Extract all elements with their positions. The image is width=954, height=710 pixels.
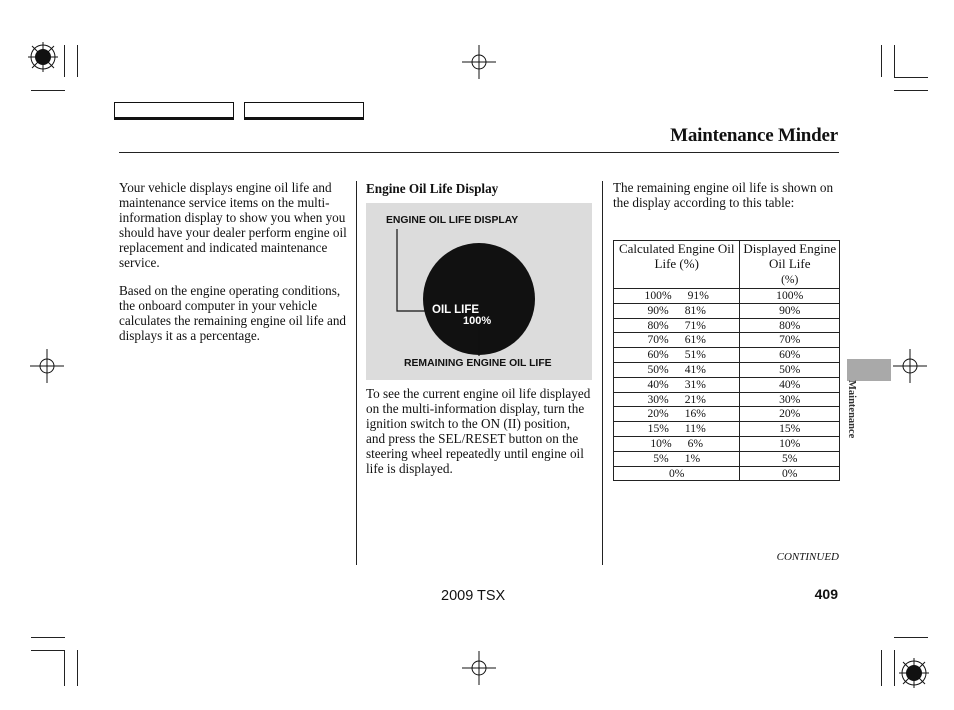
calculated-cell xyxy=(614,348,740,363)
displayed-cell: 100% xyxy=(740,289,840,304)
table-row xyxy=(614,436,840,451)
side-tab-label: Maintenance xyxy=(846,380,857,439)
displayed-cell: 0% xyxy=(740,466,840,481)
table-row xyxy=(614,333,840,348)
page-title: Maintenance Minder xyxy=(670,125,838,146)
crop-line xyxy=(31,90,65,91)
displayed-cell: 80% xyxy=(740,318,840,333)
calc-lower: 81% xyxy=(684,303,706,317)
display-value-text: 100% xyxy=(463,315,492,327)
table-row xyxy=(614,348,840,363)
calc-lower: 61% xyxy=(684,333,706,347)
crosshair-mark-top xyxy=(462,45,496,79)
column-3 xyxy=(613,181,839,211)
calc-lower: 1% xyxy=(684,451,701,465)
column-1 xyxy=(119,181,347,344)
crop-line xyxy=(31,637,65,638)
calculated-cell xyxy=(614,303,740,318)
calculated-cell xyxy=(614,407,740,422)
crop-line xyxy=(64,650,65,686)
crop-line xyxy=(894,90,928,91)
displayed-cell: 50% xyxy=(740,362,840,377)
displayed-cell: 70% xyxy=(740,333,840,348)
title-rule xyxy=(119,152,839,153)
crop-line xyxy=(894,45,895,77)
calc-upper: 15% xyxy=(647,422,669,436)
table-row xyxy=(614,318,840,333)
calc-upper: 30% xyxy=(647,392,669,406)
footer-model: 2009 TSX xyxy=(441,588,506,604)
crosshair-mark-right xyxy=(893,349,927,383)
displayed-cell: 15% xyxy=(740,422,840,437)
displayed-cell: 10% xyxy=(740,436,840,451)
displayed-cell: 60% xyxy=(740,348,840,363)
calc-lower: 6% xyxy=(687,436,704,450)
crosshair-mark-bottom xyxy=(462,651,496,685)
table-intro: The remaining engine oil life is shown on the display according to this table: xyxy=(613,180,834,210)
header-tab-2 xyxy=(244,102,364,120)
calculated-cell xyxy=(614,392,740,407)
calc-upper: 20% xyxy=(647,407,669,421)
calculated-cell: 0% xyxy=(614,466,740,481)
table-row xyxy=(614,377,840,392)
computer-paragraph: Based on the engine operating conditions, the onboard computer in your vehicle calculates the remaining engine oil life and displays it as a percentage. xyxy=(119,283,347,344)
crop-line xyxy=(894,77,928,78)
calc-lower: 91% xyxy=(687,289,709,302)
displayed-cell: 30% xyxy=(740,392,840,407)
column-divider-2 xyxy=(602,181,603,565)
table-header-row xyxy=(614,241,840,289)
crop-line xyxy=(77,650,78,686)
calculated-cell xyxy=(614,451,740,466)
registration-mark-bottom-right xyxy=(899,658,929,688)
calc-upper: 60% xyxy=(647,348,669,362)
calc-upper: 80% xyxy=(647,318,669,332)
header-tab-1 xyxy=(114,102,234,120)
displayed-cell: 90% xyxy=(740,303,840,318)
displayed-cell: 20% xyxy=(740,407,840,422)
header-displayed: Displayed Engine Oil Life (%) xyxy=(740,241,840,289)
calculated-cell xyxy=(614,422,740,437)
calc-upper: 90% xyxy=(647,303,669,317)
calculated-cell xyxy=(614,436,740,451)
calc-upper: 70% xyxy=(647,333,669,347)
calc-lower: 21% xyxy=(684,392,706,406)
table-row xyxy=(614,422,840,437)
figure-label-bottom: REMAINING ENGINE OIL LIFE xyxy=(404,358,552,369)
continued-label: CONTINUED xyxy=(776,551,839,563)
section-heading: Engine Oil Life Display xyxy=(366,181,499,196)
instructions-block xyxy=(366,387,592,476)
intro-paragraph: Your vehicle displays engine oil life and maintenance service items on the multi-information display to show you when you should have your dealer perform engine oil replacement and indicated maintenance service. xyxy=(119,180,347,270)
crosshair-mark-left xyxy=(30,349,64,383)
instructions-paragraph: To see the current engine oil life displayed on the multi-information display, turn the ignition switch to the ON (II) position, and press the SEL/RESET button on the steering wheel repeatedly until engine oil life is displayed. xyxy=(366,386,591,476)
calc-upper: 50% xyxy=(647,362,669,376)
calculated-cell xyxy=(614,362,740,377)
table-row xyxy=(614,466,840,481)
calc-upper: 40% xyxy=(647,377,669,391)
calc-upper: 10% xyxy=(650,436,672,450)
oil-life-table xyxy=(613,240,840,481)
crop-line xyxy=(881,650,882,686)
table-row xyxy=(614,451,840,466)
calc-upper: 5% xyxy=(653,451,669,465)
table-row xyxy=(614,392,840,407)
table-row xyxy=(614,407,840,422)
oil-life-display-icon xyxy=(366,203,592,380)
crop-line xyxy=(894,637,928,638)
table-row xyxy=(614,362,840,377)
calculated-cell xyxy=(614,333,740,348)
table-row xyxy=(614,303,840,318)
column-2 xyxy=(366,181,592,197)
calculated-cell xyxy=(614,289,740,304)
crop-line xyxy=(881,45,882,77)
displayed-cell: 5% xyxy=(740,451,840,466)
table-row xyxy=(614,289,840,304)
header-calculated: Calculated Engine Oil Life (%) xyxy=(614,241,740,289)
figure-label-top: ENGINE OIL LIFE DISPLAY xyxy=(386,215,519,226)
displayed-cell: 40% xyxy=(740,377,840,392)
calc-lower: 31% xyxy=(684,377,706,391)
crop-line xyxy=(77,45,78,77)
crop-line xyxy=(31,650,65,651)
registration-mark-top-left xyxy=(28,42,58,72)
calculated-cell xyxy=(614,318,740,333)
calc-upper: 100% xyxy=(644,289,672,302)
column-divider-1 xyxy=(356,181,357,565)
crop-line xyxy=(64,45,65,77)
calc-lower: 16% xyxy=(684,407,706,421)
calc-lower: 51% xyxy=(684,348,706,362)
oil-life-figure xyxy=(366,203,592,380)
page-number: 409 xyxy=(814,586,838,602)
display-oil-life-text: OIL LIFE xyxy=(432,304,480,316)
calc-lower: 11% xyxy=(684,422,706,436)
calc-lower: 71% xyxy=(684,318,706,332)
calc-lower: 41% xyxy=(684,362,706,376)
calculated-cell xyxy=(614,377,740,392)
section-side-tab xyxy=(847,359,891,381)
crop-line xyxy=(894,650,895,686)
